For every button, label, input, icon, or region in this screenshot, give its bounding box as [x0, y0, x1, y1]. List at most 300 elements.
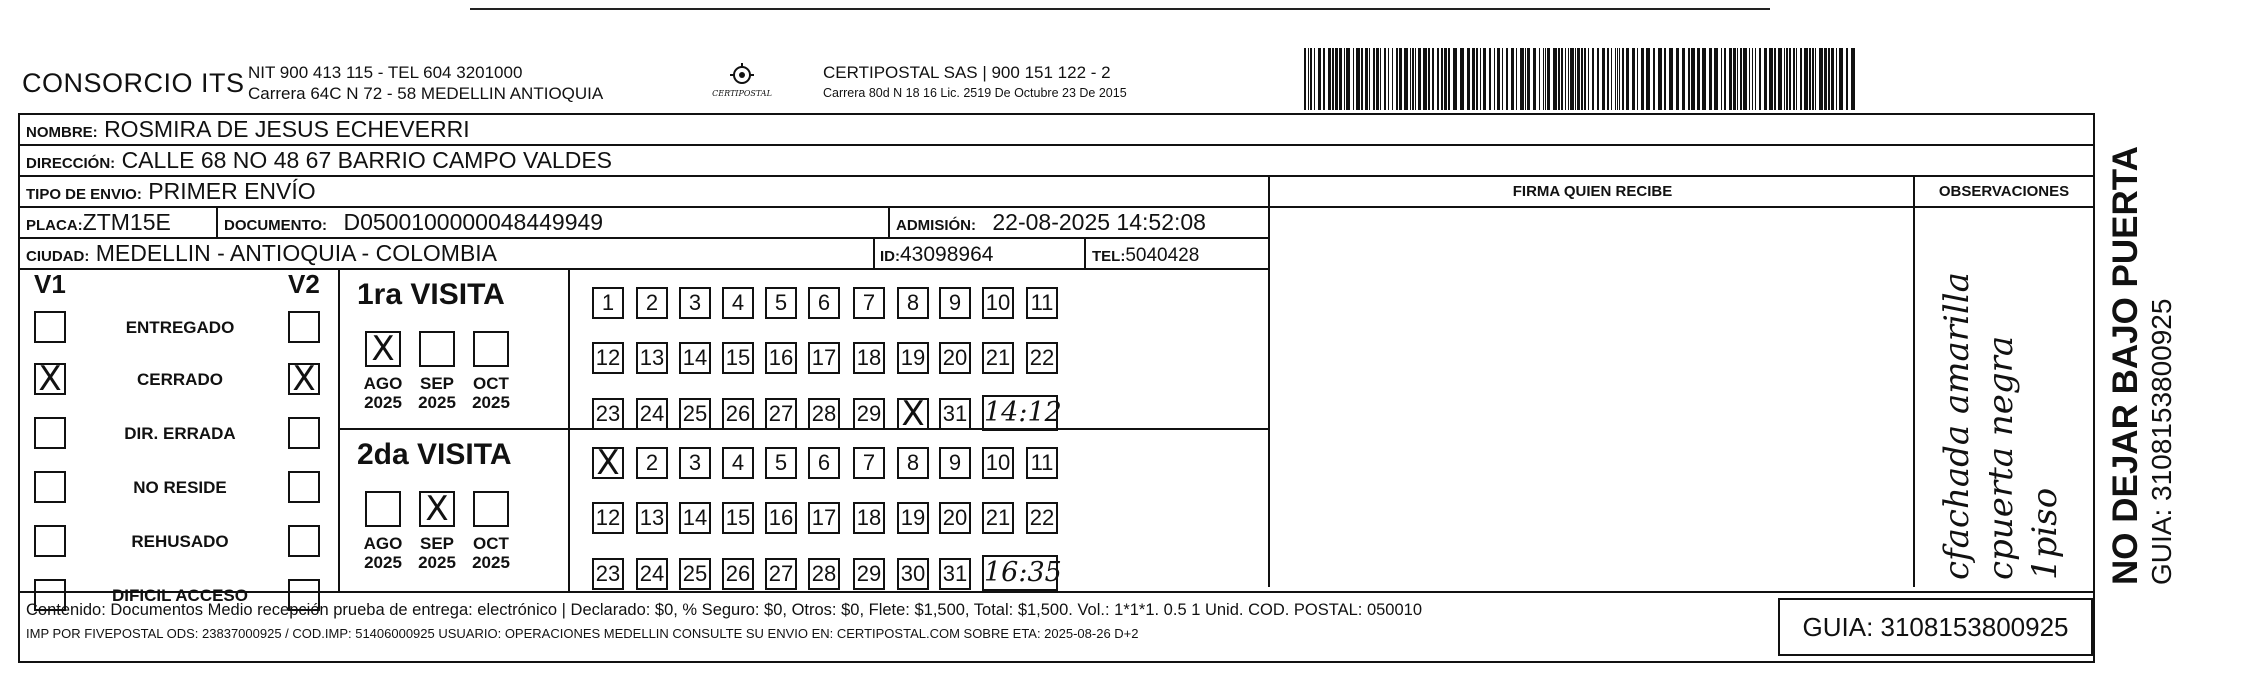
visit-day-box[interactable]: 14	[679, 342, 711, 374]
barcode-bar	[1396, 48, 1398, 110]
barcode-bar	[1415, 48, 1416, 110]
visit-day-box[interactable]: 6	[808, 287, 840, 319]
barcode-bar	[1502, 48, 1503, 110]
visit-day-box[interactable]: 31	[939, 398, 971, 430]
visit-month-label	[466, 534, 516, 572]
barcode-bar	[1828, 48, 1830, 110]
barcode-bar	[1460, 48, 1464, 110]
visit-month-label	[412, 374, 462, 412]
visit-day-box[interactable]: 11	[1026, 447, 1058, 479]
status-label: DIFICIL ACCESO	[111, 586, 248, 605]
barcode-bar	[1489, 48, 1491, 110]
barcode-bar	[1831, 48, 1834, 110]
month-year: 2025	[364, 393, 402, 412]
visit-day-box[interactable]: 30	[897, 558, 929, 590]
footer-guia: GUIA: 3108153800925	[1778, 598, 2093, 656]
visit-day-box[interactable]: 29	[853, 558, 885, 590]
barcode-bar	[1472, 48, 1475, 110]
barcode-bar	[1328, 48, 1331, 110]
month-name: OCT	[473, 534, 509, 553]
barcode-bar	[1682, 48, 1685, 110]
barcode-bar	[1335, 48, 1338, 110]
row-tipo	[20, 177, 1270, 208]
tipo-label: TIPO DE ENVIO:	[26, 186, 142, 203]
visit-day-box[interactable]: 6	[808, 447, 840, 479]
visit-month-checkbox[interactable]	[419, 331, 455, 367]
visit-day-box[interactable]: 15	[722, 502, 754, 534]
placa-value: ZTM15E	[82, 209, 171, 235]
visit-day-box[interactable]: 26	[722, 398, 754, 430]
ciudad-value: MEDELLIN - ANTIOQUIA - COLOMBIA	[95, 240, 498, 266]
barcode-bar	[1749, 48, 1750, 110]
barcode-bar	[1565, 48, 1566, 110]
side-text-guia: GUIA: 3108153800925	[2146, 298, 2177, 585]
month-name: SEP	[419, 534, 455, 553]
status-row	[20, 522, 338, 562]
visit-day-box[interactable]: 4	[722, 287, 754, 319]
visit-day-box[interactable]: 17	[808, 342, 840, 374]
month-year: 2025	[418, 393, 456, 412]
barcode-bar	[1516, 48, 1517, 110]
barcode-bar	[1308, 48, 1309, 110]
observaciones-handwritten	[1935, 272, 2067, 580]
visit-day-box[interactable]: 19	[897, 342, 929, 374]
visit-day-box[interactable]: 21	[982, 342, 1014, 374]
certipostal-logo-text: CERTIPOSTAL	[712, 89, 772, 98]
visit-2	[340, 430, 1270, 591]
visit-day-box[interactable]: 10	[982, 447, 1014, 479]
barcode-bar	[1527, 48, 1530, 110]
barcode-bar	[1384, 48, 1386, 110]
status-v2-checkbox[interactable]	[288, 417, 320, 449]
barcode-bar	[1839, 48, 1843, 110]
admision-value: 22-08-2025 14:52:08	[992, 209, 1206, 235]
barcode-bar	[1619, 48, 1620, 110]
visit-day-box[interactable]: 12	[592, 502, 624, 534]
visit-day-box[interactable]: 25	[679, 398, 711, 430]
barcode-bar	[1786, 48, 1788, 110]
admision-cell	[896, 208, 1206, 240]
documento-label: DOCUMENTO:	[224, 217, 328, 234]
month-year: 2025	[418, 553, 456, 572]
top-rule	[470, 8, 1770, 10]
barcode-bar	[1846, 48, 1848, 110]
barcode-bar	[1570, 48, 1574, 110]
v2-label: V2	[288, 269, 320, 299]
barcode-bar	[1764, 48, 1767, 110]
firma-header	[1270, 177, 1915, 208]
barcode-bar	[1533, 48, 1536, 110]
barcode-bar	[1346, 48, 1350, 110]
barcode-bar	[1506, 48, 1508, 110]
status-row	[20, 308, 338, 348]
barcode-bar	[1392, 48, 1393, 110]
barcode-bar	[1646, 48, 1650, 110]
barcode-bar	[1310, 48, 1312, 110]
visit-day-box[interactable]: 3	[679, 447, 711, 479]
company-info	[248, 62, 603, 104]
footer-contenido: Contenido: Documentos Medio recepción prueba de entrega: electrónico | Declarado: $0, % Seguro: $0, Otros: $0, Flete: $1,500, Total: $1,500. Vol.: 1*1*1. 0.5 1 Unid. COD. POSTAL: 050010	[26, 601, 1423, 619]
barcode-bar	[1759, 48, 1761, 110]
barcode-bar	[1676, 48, 1679, 110]
visit-month-checkbox[interactable]	[473, 331, 509, 367]
barcode-bar	[1793, 48, 1795, 110]
barcode-bar	[1632, 48, 1635, 110]
status-v2-checkbox[interactable]	[288, 311, 320, 343]
barcode-bar	[1444, 48, 1447, 110]
status-v1-checkbox[interactable]	[34, 471, 66, 503]
id-value: 43098964	[900, 243, 994, 266]
barcode-bar	[1441, 48, 1443, 110]
barcode-bar	[1339, 48, 1342, 110]
barcode-bar	[1568, 48, 1569, 110]
observaciones-label: OBSERVACIONES	[1938, 183, 2070, 200]
visit-day-box[interactable]: 23	[592, 558, 624, 590]
barcode-bar	[1709, 48, 1712, 110]
barcode-bar	[1547, 48, 1550, 110]
tel-label: TEL:	[1092, 248, 1126, 265]
visit-day-box[interactable]: 5	[765, 287, 797, 319]
barcode-bar	[1737, 48, 1738, 110]
barcode-bar	[1752, 48, 1753, 110]
barcode-bar	[1399, 48, 1402, 110]
tel-value: 5040428	[1125, 245, 1200, 266]
barcode-bar	[1497, 48, 1500, 110]
barcode-bar	[1511, 48, 1514, 110]
visit-day-box[interactable]: 14	[679, 502, 711, 534]
obs-line-2: cpuerta negra	[1981, 335, 2021, 580]
direccion-label: DIRECCIÓN:	[26, 155, 116, 172]
status-label: CERRADO	[137, 370, 223, 389]
documento-value: D0500100000048449949	[343, 209, 604, 235]
barcode-bar	[1836, 48, 1837, 110]
visit-day-box[interactable]: 20	[939, 342, 971, 374]
nombre-value: ROSMIRA DE JESUS ECHEVERRI	[104, 116, 470, 142]
status-v1-checkbox[interactable]	[34, 311, 66, 343]
barcode-bar	[1361, 48, 1363, 110]
barcode-bar	[1721, 48, 1722, 110]
barcode-bar	[1697, 48, 1700, 110]
barcode-bar	[1558, 48, 1560, 110]
visit-day-box[interactable]: 19	[897, 502, 929, 534]
barcode-bar	[1615, 48, 1616, 110]
barcode-bar	[1815, 48, 1816, 110]
barcode-bar	[1584, 48, 1586, 110]
barcode-bar	[1323, 48, 1325, 110]
nombre-label: NOMBRE:	[26, 124, 98, 141]
barcode-bar	[1314, 48, 1315, 110]
barcode-bar	[1789, 48, 1791, 110]
barcode-bar	[1304, 48, 1306, 110]
visit-day-box[interactable]: 18	[853, 502, 885, 534]
barcode-bar	[1369, 48, 1370, 110]
visit-day-box[interactable]: 5	[765, 447, 797, 479]
visit-month-checkbox[interactable]: X	[419, 491, 455, 527]
barcode-bar	[1637, 48, 1638, 110]
barcode-bar	[1669, 48, 1673, 110]
visit-day-box[interactable]: 4	[722, 447, 754, 479]
visit-day-box[interactable]: 16	[765, 502, 797, 534]
barcode-bar	[1626, 48, 1629, 110]
barcode-bar	[1611, 48, 1612, 110]
company-nit: NIT 900 413 115 - TEL 604 3201000	[248, 63, 523, 82]
barcode-bar	[1588, 48, 1589, 110]
visit-day-box[interactable]: 11	[1026, 287, 1058, 319]
barcode-bar	[1658, 48, 1662, 110]
barcode-bar	[1575, 48, 1576, 110]
placa-cell	[26, 208, 171, 240]
barcode-bar	[1525, 48, 1526, 110]
barcode-bar	[1448, 48, 1450, 110]
visit-time[interactable]: 16:35	[982, 555, 1058, 591]
barcode-bar	[1774, 48, 1776, 110]
visit-day-box[interactable]: 31	[939, 558, 971, 590]
row-direccion	[20, 146, 2093, 177]
month-name: AGO	[363, 374, 403, 393]
barcode-bar	[1800, 48, 1802, 110]
side-text	[2105, 146, 2177, 585]
certipostal-address: Carrera 80d N 18 16 Lic. 2519 De Octubre 23 De 2015	[823, 86, 1127, 100]
firma-area[interactable]	[1270, 208, 1913, 591]
admision-label: ADMISIÓN:	[896, 217, 976, 234]
visit-day-box-marked[interactable]: X	[897, 398, 929, 430]
visit-month-label	[466, 374, 516, 412]
barcode-bar	[1404, 48, 1408, 110]
tipo-value: PRIMER ENVÍO	[148, 178, 316, 204]
status-v2-checkbox[interactable]: X	[288, 363, 320, 395]
row-ciudad	[20, 239, 1270, 270]
barcode-bar	[1755, 48, 1756, 110]
status-label: ENTREGADO	[125, 318, 235, 337]
barcode-bar	[1778, 48, 1782, 110]
barcode-bar	[1617, 48, 1618, 110]
visit-day-box[interactable]: 12	[592, 342, 624, 374]
barcode-bar	[1819, 48, 1823, 110]
ciudad-cell	[26, 239, 497, 271]
ciudad-label: CIUDAD:	[26, 248, 90, 265]
visit-day-box[interactable]: 28	[808, 398, 840, 430]
placa-divider	[216, 208, 218, 237]
barcode-bar	[1641, 48, 1644, 110]
certipostal-name: CERTIPOSTAL SAS | 900 151 122 - 2	[823, 63, 1111, 82]
barcode-bar	[1804, 48, 1808, 110]
status-v1-checkbox[interactable]	[34, 417, 66, 449]
visit-day-box[interactable]: 2	[636, 287, 668, 319]
v1-label: V1	[34, 269, 66, 299]
barcode-bar	[1483, 48, 1486, 110]
visit-day-box[interactable]: 13	[636, 502, 668, 534]
visit-day-box[interactable]: 17	[808, 502, 840, 534]
barcode-bar	[1376, 48, 1379, 110]
status-section	[20, 269, 340, 605]
visit-day-box[interactable]: 23	[592, 398, 624, 430]
company-name: CONSORCIO ITS	[22, 68, 245, 98]
barcode-bar	[1437, 48, 1439, 110]
visit-day-box[interactable]: 15	[722, 342, 754, 374]
month-name: AGO	[363, 534, 403, 553]
barcode-bar	[1824, 48, 1827, 110]
status-label: REHUSADO	[131, 532, 229, 551]
barcode-bar	[1733, 48, 1736, 110]
direccion-value: CALLE 68 NO 48 67 BARRIO CAMPO VALDES	[121, 147, 612, 173]
visit-day-box[interactable]: 3	[679, 287, 711, 319]
row-nombre	[20, 115, 2093, 146]
visit-month-label	[358, 374, 408, 412]
barcode-bar	[1688, 48, 1690, 110]
visit-day-box[interactable]: 13	[636, 342, 668, 374]
visit-day-box[interactable]: 27	[765, 558, 797, 590]
id-label: ID:	[880, 248, 900, 265]
visit-month-label	[412, 534, 462, 572]
visit-day-box[interactable]: 24	[636, 398, 668, 430]
barcode-bar	[1664, 48, 1666, 110]
visit-time[interactable]: 14:12	[982, 395, 1058, 431]
visit-day-box[interactable]: 28	[808, 558, 840, 590]
barcode-bar	[1418, 48, 1421, 110]
barcode-bar	[1581, 48, 1583, 110]
barcode-bar	[1520, 48, 1524, 110]
barcode-bar	[1724, 48, 1726, 110]
visit-day-box[interactable]: 1	[592, 287, 624, 319]
firma-label: FIRMA QUIEN RECIBE	[1512, 183, 1673, 200]
visit-day-box[interactable]: 18	[853, 342, 885, 374]
barcode-bar	[1597, 48, 1599, 110]
barcode-bar	[1714, 48, 1718, 110]
visit-day-box[interactable]: 22	[1026, 502, 1058, 534]
status-label: NO RESIDE	[133, 478, 227, 497]
barcode-bar	[1740, 48, 1742, 110]
visit-day-box[interactable]: 27	[765, 398, 797, 430]
delivery-card	[18, 113, 2095, 663]
id-divider	[873, 239, 875, 268]
visit-day-box[interactable]: 9	[939, 447, 971, 479]
visit-month-checkbox[interactable]	[365, 491, 401, 527]
status-label: DIR. ERRADA	[124, 424, 236, 443]
barcode-bar	[1318, 48, 1321, 110]
month-year: 2025	[364, 553, 402, 572]
footer-imp: IMP POR FIVEPOSTAL ODS: 23837000925 / COD.IMP: 51406000925 USUARIO: OPERACIONES MEDELLIN CONSULTE SU ENVIO EN: CERTIPOSTAL.COM SOBRE ETA: 2025-08-26 D+2	[26, 626, 1139, 641]
month-name: OCT	[473, 374, 509, 393]
obs-line-3: 1piso	[2025, 487, 2065, 580]
observaciones-area[interactable]	[1915, 208, 2093, 591]
status-v1-checkbox[interactable]	[34, 525, 66, 557]
barcode-bar	[1851, 48, 1855, 110]
barcode-bar	[1545, 48, 1546, 110]
visit-title: 2da VISITA	[357, 438, 512, 471]
barcode-bar	[1561, 48, 1563, 110]
company-address: Carrera 64C N 72 - 58 MEDELLIN ANTIOQUIA	[248, 84, 604, 103]
barcode-bar	[1423, 48, 1427, 110]
barcode-bar	[1553, 48, 1557, 110]
status-v2-checkbox[interactable]	[288, 471, 320, 503]
barcode-bar	[1476, 48, 1478, 110]
barcode-bar	[1356, 48, 1360, 110]
placa-label: PLACA:	[26, 217, 83, 234]
barcode-bar	[1653, 48, 1655, 110]
visit-month-checkbox[interactable]	[473, 491, 509, 527]
visit-title: 1ra VISITA	[357, 278, 505, 311]
status-row	[20, 414, 338, 454]
barcode-bar	[1602, 48, 1605, 110]
barcode-bar	[1494, 48, 1495, 110]
visit-day-box[interactable]: 10	[982, 287, 1014, 319]
certipostal-logo	[712, 62, 772, 102]
barcode-bar	[1543, 48, 1544, 110]
barcode-bar	[1796, 48, 1797, 110]
tel-cell	[1092, 239, 1199, 271]
obs-line-1: cfachada amarilla	[1937, 272, 1977, 580]
month-name: SEP	[419, 374, 455, 393]
barcode-bar	[1365, 48, 1368, 110]
barcode-bar	[1691, 48, 1695, 110]
barcode-bar	[1812, 48, 1814, 110]
row-placa	[20, 208, 1270, 239]
barcode-bar	[1592, 48, 1594, 110]
month-year: 2025	[472, 553, 510, 572]
status-v1-checkbox[interactable]: X	[34, 363, 66, 395]
visit-divider	[568, 270, 570, 591]
barcode-bar	[1729, 48, 1732, 110]
visit-month-checkbox[interactable]: X	[365, 331, 401, 367]
visit-day-box[interactable]: 8	[897, 287, 929, 319]
visit-day-box[interactable]: 22	[1026, 342, 1058, 374]
visit-day-box[interactable]: 16	[765, 342, 797, 374]
visit-day-box[interactable]: 24	[636, 558, 668, 590]
documento-cell	[224, 208, 603, 240]
visit-day-box[interactable]: 29	[853, 398, 885, 430]
visit-day-box[interactable]: 7	[853, 287, 885, 319]
visit-day-box[interactable]: 9	[939, 287, 971, 319]
status-row	[20, 360, 338, 400]
status-v2-checkbox[interactable]	[288, 525, 320, 557]
observaciones-header	[1915, 177, 2093, 208]
certipostal-info	[823, 62, 1127, 104]
barcode-bar	[1577, 48, 1580, 110]
visit-day-box[interactable]: 21	[982, 502, 1014, 534]
barcode-bar	[1412, 48, 1414, 110]
visit-day-box[interactable]: 26	[722, 558, 754, 590]
admision-divider	[888, 208, 890, 237]
barcode-bar	[1607, 48, 1609, 110]
barcode-bar	[1410, 48, 1411, 110]
visit-day-box[interactable]: 7	[853, 447, 885, 479]
tel-divider	[1084, 239, 1086, 268]
barcode-bar	[1467, 48, 1470, 110]
barcode-bar	[1743, 48, 1747, 110]
barcode-bar	[1353, 48, 1354, 110]
barcode-bar	[1784, 48, 1785, 110]
barcode-bar	[1332, 48, 1334, 110]
barcode-bar	[1809, 48, 1811, 110]
barcode-bar	[1453, 48, 1457, 110]
barcode-bar	[1769, 48, 1773, 110]
visit-day-box-marked[interactable]: X	[592, 447, 624, 479]
id-cell	[880, 239, 993, 271]
barcode-bar	[1539, 48, 1540, 110]
visit-day-box[interactable]: 25	[679, 558, 711, 590]
visit-month-label	[358, 534, 408, 572]
footer	[20, 591, 2093, 661]
visit-day-box[interactable]: 8	[897, 447, 929, 479]
visit-day-box[interactable]: 2	[636, 447, 668, 479]
barcode	[1304, 48, 1856, 110]
visit-day-box[interactable]: 20	[939, 502, 971, 534]
barcode-bar	[1428, 48, 1430, 110]
barcode-bar	[1380, 48, 1381, 110]
month-year: 2025	[472, 393, 510, 412]
side-text-warning: NO DEJAR BAJO PUERTA	[2106, 146, 2145, 585]
barcode-bar	[1373, 48, 1375, 110]
